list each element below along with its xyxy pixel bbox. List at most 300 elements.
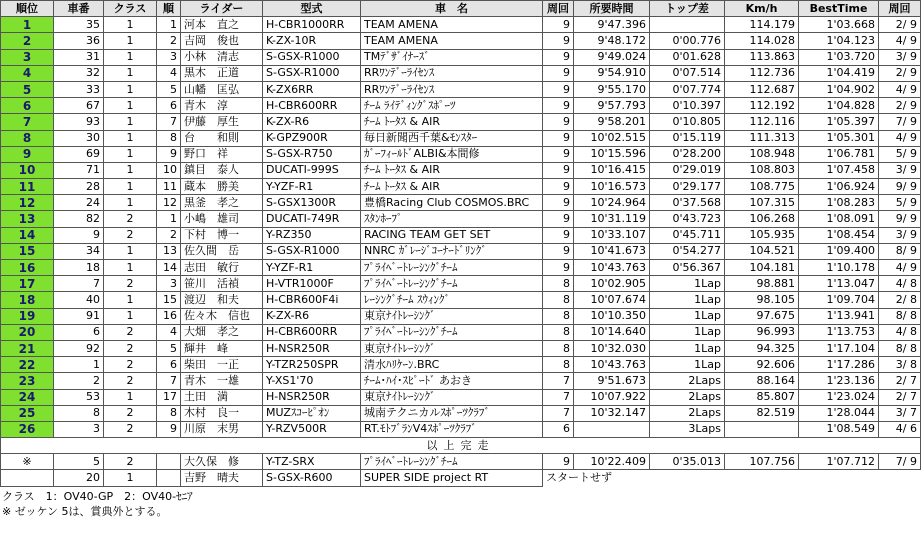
best-lap-cell: 9/ 9 <box>879 211 921 227</box>
laps-cell: 9 <box>543 49 574 65</box>
gap-cell: 2Laps <box>650 389 725 405</box>
total-time-cell: 10'02.905 <box>574 276 650 292</box>
gap-cell: 0'01.628 <box>650 49 725 65</box>
rider-cell: 伊藤 厚生 <box>181 114 263 130</box>
model-cell: K-GPZ900R <box>263 130 361 146</box>
car-number-cell: 53 <box>54 389 104 405</box>
model-cell: Y-RZV500R <box>263 421 361 437</box>
speed-cell: 112.736 <box>725 65 799 81</box>
rider-cell: 鎮目 泰人 <box>181 162 263 178</box>
team-cell: RRﾜﾝﾃﾞｰﾗｲｾﾝｽ <box>361 81 543 97</box>
model-cell: H-VTR1000F <box>263 276 361 292</box>
class-order-cell: 1 <box>157 17 181 33</box>
car-number-cell: 34 <box>54 243 104 259</box>
best-time-cell: 1'13.047 <box>799 276 879 292</box>
position-cell: 2 <box>1 33 54 49</box>
team-cell: RRﾜﾝﾃﾞｰﾗｲｾﾝｽ <box>361 65 543 81</box>
class-order-cell: 6 <box>157 98 181 114</box>
laps-cell: 9 <box>543 130 574 146</box>
best-time-cell: 1'04.828 <box>799 98 879 114</box>
position-cell: 22 <box>1 357 54 373</box>
position-cell: 4 <box>1 65 54 81</box>
car-number-cell: 1 <box>54 357 104 373</box>
team-cell: ﾌﾟﾗｲﾍﾞｰﾄﾚｰｼﾝｸﾞﾁｰﾑ <box>361 324 543 340</box>
best-time-cell: 1'04.902 <box>799 81 879 97</box>
laps-cell: 8 <box>543 276 574 292</box>
class-cell: 1 <box>104 146 157 162</box>
team-cell: ﾌﾟﾗｲﾍﾞｰﾄﾚｰｼﾝｸﾞﾁｰﾑ <box>361 454 543 470</box>
gap-cell: 0'56.367 <box>650 260 725 276</box>
table-row <box>1 227 921 243</box>
team-cell: RACING TEAM GET SET <box>361 227 543 243</box>
class-cell: 1 <box>104 114 157 130</box>
table-row <box>1 292 921 308</box>
car-number-cell: 5 <box>54 454 104 470</box>
team-cell: ﾁｰﾑ ﾗｲﾃﾞｨﾝｸﾞｽﾎﾟｰﾂ <box>361 98 543 114</box>
gap-cell: 0'00.776 <box>650 33 725 49</box>
class-cell: 1 <box>104 162 157 178</box>
best-lap-cell: 3/ 7 <box>879 405 921 421</box>
gap-cell: 1Lap <box>650 292 725 308</box>
model-cell: S-GSX-R1000 <box>263 49 361 65</box>
team-cell: 東京ﾅｲﾄﾚｰｼﾝｸﾞ <box>361 389 543 405</box>
rider-cell: 笹川 活禎 <box>181 276 263 292</box>
model-cell: Y-XS1'70 <box>263 373 361 389</box>
position-cell: 23 <box>1 373 54 389</box>
best-lap-cell: 2/ 7 <box>879 389 921 405</box>
column-header: BestTime <box>799 1 879 17</box>
gap-cell: 0'29.177 <box>650 179 725 195</box>
table-row <box>1 162 921 178</box>
speed-cell: 112.687 <box>725 81 799 97</box>
speed-cell: 97.675 <box>725 308 799 324</box>
table-row <box>1 195 921 211</box>
best-lap-cell: 3/ 9 <box>879 227 921 243</box>
class-order-cell: 5 <box>157 340 181 356</box>
team-cell: TEAM AMENA <box>361 17 543 33</box>
class-order-cell: 12 <box>157 195 181 211</box>
class-order-cell: 8 <box>157 130 181 146</box>
finish-note: 以上完走 <box>1 438 921 454</box>
car-number-cell: 20 <box>54 470 104 486</box>
class-cell: 2 <box>104 276 157 292</box>
class-cell: 1 <box>104 308 157 324</box>
total-time-cell: 10'07.674 <box>574 292 650 308</box>
class-cell: 1 <box>104 260 157 276</box>
rider-cell: 小嶋 雄司 <box>181 211 263 227</box>
total-time-cell: 10'43.763 <box>574 260 650 276</box>
class-order-cell: 4 <box>157 65 181 81</box>
best-lap-cell: 2/ 9 <box>879 17 921 33</box>
laps-cell: 9 <box>543 33 574 49</box>
table-row <box>1 373 921 389</box>
gap-cell: 0'07.774 <box>650 81 725 97</box>
table-row <box>1 179 921 195</box>
table-row <box>1 405 921 421</box>
best-time-cell: 1'05.301 <box>799 130 879 146</box>
car-number-cell: 93 <box>54 114 104 130</box>
best-time-cell: 1'09.704 <box>799 292 879 308</box>
speed-cell: 88.164 <box>725 373 799 389</box>
total-time-cell: 10'02.515 <box>574 130 650 146</box>
class-cell: 2 <box>104 373 157 389</box>
footer-notes <box>0 487 900 519</box>
position-cell: 20 <box>1 324 54 340</box>
class-cell: 2 <box>104 227 157 243</box>
rider-cell: 青木 淳 <box>181 98 263 114</box>
total-time-cell: 10'22.409 <box>574 454 650 470</box>
car-number-cell: 31 <box>54 49 104 65</box>
class-cell: 1 <box>104 243 157 259</box>
team-cell: ﾚｰｼﾝｸﾞﾁｰﾑ ｽｳｨﾝｸﾞ <box>361 292 543 308</box>
speed-cell: 82.519 <box>725 405 799 421</box>
rider-cell: 木村 良一 <box>181 405 263 421</box>
gap-cell: 0'54.277 <box>650 243 725 259</box>
gap-cell: 0'37.568 <box>650 195 725 211</box>
team-cell: ｽﾀﾝﾎｰﾌﾟ <box>361 211 543 227</box>
column-header: Km/h <box>725 1 799 17</box>
best-time-cell: 1'28.044 <box>799 405 879 421</box>
best-lap-cell: 3/ 9 <box>879 162 921 178</box>
class-order-cell: 2 <box>157 227 181 243</box>
gap-cell: 2Laps <box>650 373 725 389</box>
total-time-cell: 10'32.147 <box>574 405 650 421</box>
best-time-cell: 1'08.091 <box>799 211 879 227</box>
laps-cell: 7 <box>543 389 574 405</box>
model-cell: H-CBR600RR <box>263 324 361 340</box>
total-time-cell: 9'58.201 <box>574 114 650 130</box>
laps-cell: 9 <box>543 211 574 227</box>
gap-cell: 0'15.119 <box>650 130 725 146</box>
speed-cell: 108.775 <box>725 179 799 195</box>
speed-cell: 85.807 <box>725 389 799 405</box>
class-order-cell: 9 <box>157 421 181 437</box>
class-order-cell: 3 <box>157 276 181 292</box>
team-cell: SUPER SIDE project RT <box>361 470 543 486</box>
total-time-cell: 10'16.573 <box>574 179 650 195</box>
table-row <box>1 65 921 81</box>
total-time-cell: 9'57.793 <box>574 98 650 114</box>
rider-cell: 輝井 峰 <box>181 340 263 356</box>
class-cell: 1 <box>104 130 157 146</box>
team-cell: RT.ﾓﾄﾌﾞﾗﾝV4ｽﾎﾟｰﾂｸﾗﾌﾞ <box>361 421 543 437</box>
total-time-cell: 10'10.350 <box>574 308 650 324</box>
class-cell: 1 <box>104 17 157 33</box>
model-cell: K-ZX-10R <box>263 33 361 49</box>
best-lap-cell: 4/ 8 <box>879 324 921 340</box>
speed-cell: 113.863 <box>725 49 799 65</box>
best-lap-cell: 3/ 9 <box>879 49 921 65</box>
rider-cell: 土田 満 <box>181 389 263 405</box>
car-number-cell: 71 <box>54 162 104 178</box>
position-cell: 5 <box>1 81 54 97</box>
car-number-cell: 33 <box>54 81 104 97</box>
laps-cell: 9 <box>543 227 574 243</box>
total-time-cell: 10'43.763 <box>574 357 650 373</box>
table-row <box>1 243 921 259</box>
gap-cell: 0'29.019 <box>650 162 725 178</box>
table-row <box>1 49 921 65</box>
best-time-cell: 1'23.136 <box>799 373 879 389</box>
best-lap-cell: 4/ 9 <box>879 260 921 276</box>
car-number-cell: 18 <box>54 260 104 276</box>
gap-cell: 1Lap <box>650 324 725 340</box>
car-number-cell: 6 <box>54 324 104 340</box>
best-lap-cell: 4/ 9 <box>879 33 921 49</box>
speed-cell: 105.935 <box>725 227 799 243</box>
speed-cell: 108.948 <box>725 146 799 162</box>
total-time-cell: 9'55.170 <box>574 81 650 97</box>
best-lap-cell: 5/ 9 <box>879 146 921 162</box>
laps-cell: 8 <box>543 324 574 340</box>
rider-cell: 大久保 修 <box>181 454 263 470</box>
best-time-cell: 1'23.024 <box>799 389 879 405</box>
team-cell: 豊橋Racing Club COSMOS.BRC <box>361 195 543 211</box>
team-cell: ｶﾞｰﾌｨｰﾙﾄﾞALBI&本間修 <box>361 146 543 162</box>
model-cell: S-GSX-R1000 <box>263 65 361 81</box>
best-lap-cell: 7/ 9 <box>879 454 921 470</box>
best-time-cell: 1'07.712 <box>799 454 879 470</box>
position-cell: 9 <box>1 146 54 162</box>
position-cell <box>1 470 54 486</box>
class-cell: 2 <box>104 357 157 373</box>
position-cell: 18 <box>1 292 54 308</box>
car-number-cell: 91 <box>54 308 104 324</box>
team-cell: ﾌﾟﾗｲﾍﾞｰﾄﾚｰｼﾝｸﾞﾁｰﾑ <box>361 260 543 276</box>
position-cell: 11 <box>1 179 54 195</box>
class-cell: 1 <box>104 470 157 486</box>
position-cell: 15 <box>1 243 54 259</box>
total-time-cell: 10'31.119 <box>574 211 650 227</box>
total-time-cell: 10'15.596 <box>574 146 650 162</box>
class-order-cell: 16 <box>157 308 181 324</box>
laps-cell: 9 <box>543 179 574 195</box>
class-cell: 2 <box>104 421 157 437</box>
best-lap-cell: 9/ 9 <box>879 179 921 195</box>
laps-cell: 9 <box>543 162 574 178</box>
table-row <box>1 454 921 470</box>
rider-cell: 佐久間 岳 <box>181 243 263 259</box>
team-cell: TEAM AMENA <box>361 33 543 49</box>
best-time-cell: 1'13.753 <box>799 324 879 340</box>
total-time-cell: 9'47.396 <box>574 17 650 33</box>
class-order-cell: 15 <box>157 292 181 308</box>
class-order-cell: 1 <box>157 211 181 227</box>
column-header: ライダー <box>181 1 263 17</box>
laps-cell: 9 <box>543 81 574 97</box>
rider-cell: 柴田 一正 <box>181 357 263 373</box>
column-header: 周回 <box>879 1 921 17</box>
laps-cell: 9 <box>543 146 574 162</box>
car-number-cell: 28 <box>54 179 104 195</box>
rider-cell: 山幡 匡弘 <box>181 81 263 97</box>
total-time-cell: 10'14.640 <box>574 324 650 340</box>
total-time-cell: 9'48.172 <box>574 33 650 49</box>
model-cell: Y-TZ-SRX <box>263 454 361 470</box>
laps-cell: 8 <box>543 308 574 324</box>
class-order-cell: 11 <box>157 179 181 195</box>
class-cell: 1 <box>104 49 157 65</box>
class-cell: 2 <box>104 454 157 470</box>
class-cell: 1 <box>104 65 157 81</box>
exclusion-note: ※ ゼッケン 5は、賞典外とする。 <box>2 504 168 518</box>
rider-cell: 渡辺 和夫 <box>181 292 263 308</box>
dns-status: スタートせず <box>543 470 921 486</box>
speed-cell: 107.756 <box>725 454 799 470</box>
position-cell: 16 <box>1 260 54 276</box>
best-lap-cell: 4/ 9 <box>879 81 921 97</box>
results-body <box>1 17 921 486</box>
speed-cell: 98.105 <box>725 292 799 308</box>
car-number-cell: 7 <box>54 276 104 292</box>
laps-cell: 8 <box>543 340 574 356</box>
table-row <box>1 340 921 356</box>
column-header: クラス <box>104 1 157 17</box>
position-cell: 24 <box>1 389 54 405</box>
car-number-cell: 2 <box>54 373 104 389</box>
best-time-cell: 1'07.458 <box>799 162 879 178</box>
best-lap-cell: 4/ 6 <box>879 421 921 437</box>
best-lap-cell: 3/ 8 <box>879 357 921 373</box>
class-cell: 1 <box>104 292 157 308</box>
best-lap-cell: 2/ 8 <box>879 292 921 308</box>
speed-cell: 94.325 <box>725 340 799 356</box>
laps-cell: 8 <box>543 357 574 373</box>
class-order-cell: 10 <box>157 162 181 178</box>
total-time-cell: 9'49.024 <box>574 49 650 65</box>
model-cell: K-ZX-R6 <box>263 114 361 130</box>
table-row <box>1 389 921 405</box>
rider-cell: 下村 博一 <box>181 227 263 243</box>
laps-cell: 9 <box>543 195 574 211</box>
team-cell: 東京ﾅｲﾄﾚｰｼﾝｸﾞ <box>361 340 543 356</box>
speed-cell <box>725 421 799 437</box>
class-cell: 1 <box>104 98 157 114</box>
speed-cell: 112.192 <box>725 98 799 114</box>
laps-cell: 7 <box>543 405 574 421</box>
table-row <box>1 114 921 130</box>
model-cell: Y-YZF-R1 <box>263 179 361 195</box>
team-cell: 城南テクニカルｽﾎﾟｰﾂｸﾗﾌﾞ <box>361 405 543 421</box>
rider-cell: 大畑 孝之 <box>181 324 263 340</box>
best-lap-cell: 5/ 9 <box>879 195 921 211</box>
table-row <box>1 211 921 227</box>
gap-cell: 1Lap <box>650 340 725 356</box>
gap-cell: 0'45.711 <box>650 227 725 243</box>
class-order-cell: 13 <box>157 243 181 259</box>
column-header: 車 名 <box>361 1 543 17</box>
best-time-cell: 1'03.668 <box>799 17 879 33</box>
table-row <box>1 17 921 33</box>
car-number-cell: 9 <box>54 227 104 243</box>
rider-cell: 蔵本 勝美 <box>181 179 263 195</box>
team-cell: ﾁｰﾑ･ﾊｲ･ｽﾋﾟｰﾄﾞ あおき <box>361 373 543 389</box>
position-cell: 25 <box>1 405 54 421</box>
best-time-cell: 1'08.549 <box>799 421 879 437</box>
rider-cell: 川原 末男 <box>181 421 263 437</box>
gap-cell: 2Laps <box>650 405 725 421</box>
best-time-cell: 1'06.781 <box>799 146 879 162</box>
gap-cell: 0'10.397 <box>650 98 725 114</box>
position-cell: 21 <box>1 340 54 356</box>
car-number-cell: 67 <box>54 98 104 114</box>
column-header: トップ差 <box>650 1 725 17</box>
gap-cell <box>650 17 725 33</box>
car-number-cell: 30 <box>54 130 104 146</box>
speed-cell: 107.315 <box>725 195 799 211</box>
best-lap-cell: 8/ 9 <box>879 243 921 259</box>
car-number-cell: 92 <box>54 340 104 356</box>
best-time-cell: 1'05.397 <box>799 114 879 130</box>
best-lap-cell: 2/ 9 <box>879 65 921 81</box>
car-number-cell: 24 <box>54 195 104 211</box>
laps-cell: 8 <box>543 292 574 308</box>
team-cell: TMﾃﾞｻﾞｲﾅｰｽﾞ <box>361 49 543 65</box>
laps-cell: 7 <box>543 373 574 389</box>
total-time-cell: 9'54.910 <box>574 65 650 81</box>
table-row <box>1 421 921 437</box>
car-number-cell: 82 <box>54 211 104 227</box>
gap-cell: 0'07.514 <box>650 65 725 81</box>
speed-cell: 104.181 <box>725 260 799 276</box>
car-number-cell: 36 <box>54 33 104 49</box>
gap-cell: 0'43.723 <box>650 211 725 227</box>
rider-cell: 吉野 晴夫 <box>181 470 263 486</box>
best-time-cell: 1'13.941 <box>799 308 879 324</box>
class-cell: 1 <box>104 179 157 195</box>
column-header: 順位 <box>1 1 54 17</box>
model-cell: Y-TZR250SPR <box>263 357 361 373</box>
laps-cell: 9 <box>543 454 574 470</box>
column-header: 所要時間 <box>574 1 650 17</box>
model-cell: K-ZX-R6 <box>263 308 361 324</box>
model-cell: H-CBR1000RR <box>263 17 361 33</box>
best-lap-cell: 2/ 9 <box>879 98 921 114</box>
laps-cell: 9 <box>543 114 574 130</box>
position-cell: 12 <box>1 195 54 211</box>
total-time-cell: 9'51.673 <box>574 373 650 389</box>
position-cell: 13 <box>1 211 54 227</box>
gap-cell: 0'28.200 <box>650 146 725 162</box>
best-lap-cell: 8/ 8 <box>879 340 921 356</box>
laps-cell: 9 <box>543 243 574 259</box>
total-time-cell: 10'24.964 <box>574 195 650 211</box>
model-cell: K-ZX6RR <box>263 81 361 97</box>
laps-cell: 9 <box>543 17 574 33</box>
gap-cell: 1Lap <box>650 357 725 373</box>
rider-cell: 青木 一雄 <box>181 373 263 389</box>
model-cell: Y-YZF-R1 <box>263 260 361 276</box>
gap-cell: 3Laps <box>650 421 725 437</box>
position-cell: 6 <box>1 98 54 114</box>
class-cell: 1 <box>104 389 157 405</box>
finish-note-row <box>1 438 921 454</box>
model-cell: MUZｽｺｰﾋﾟｵﾝ <box>263 405 361 421</box>
table-row <box>1 357 921 373</box>
class-cell: 1 <box>104 33 157 49</box>
class-order-cell: 9 <box>157 146 181 162</box>
class-order-cell: 6 <box>157 357 181 373</box>
car-number-cell: 40 <box>54 292 104 308</box>
speed-cell: 114.028 <box>725 33 799 49</box>
gap-cell: 0'35.013 <box>650 454 725 470</box>
model-cell: Y-RZ350 <box>263 227 361 243</box>
gap-cell: 1Lap <box>650 276 725 292</box>
column-header: 車番 <box>54 1 104 17</box>
team-cell: ﾌﾟﾗｲﾍﾞｰﾄﾚｰｼﾝｸﾞﾁｰﾑ <box>361 276 543 292</box>
best-lap-cell: 7/ 9 <box>879 114 921 130</box>
laps-cell: 9 <box>543 65 574 81</box>
